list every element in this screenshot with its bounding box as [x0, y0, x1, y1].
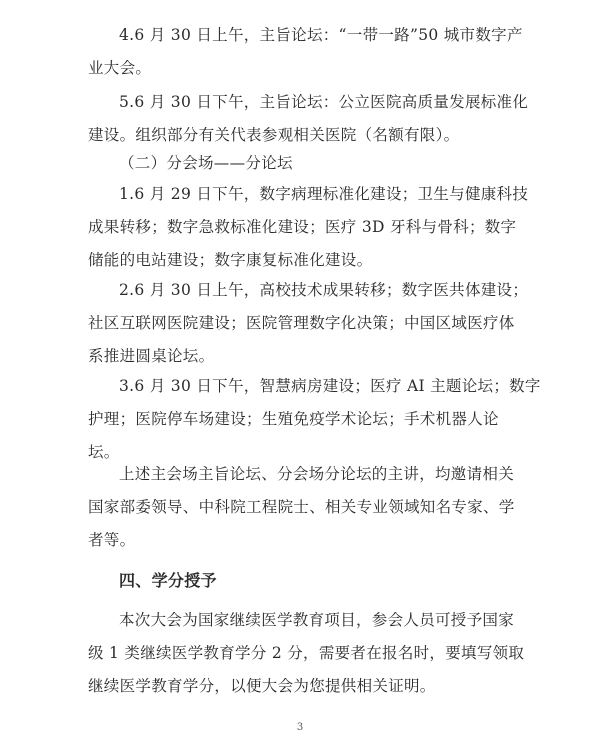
- text-line: 储能的电站建设；数字康复标准化建设。: [88, 251, 373, 269]
- text-line: （二）分会场——分论坛: [119, 154, 293, 172]
- text-line: 1.6 月 29 日下午，数字病理标准化建设；卫生与健康科技: [119, 185, 529, 203]
- text-line: 级 1 类继续医学教育学分 2 分，需要者在报名时，要填写领取: [88, 644, 525, 662]
- text-line: 上述主会场主旨论坛、分会场分论坛的主讲，均邀请相关: [119, 465, 515, 483]
- paragraph-sub-forum-3: [88, 370, 541, 469]
- text-line: 业大会。: [88, 59, 152, 77]
- text-line: 社区互联网医院建设；医院管理数字化决策；中国区域医疗体: [88, 314, 515, 332]
- paragraph-sub-forum-2: [88, 274, 536, 373]
- text-line: 系推进圆桌论坛。: [88, 347, 215, 365]
- text-line: 3.6 月 30 日下午，智慧病房建设；医疗 AI 主题论坛；数字: [119, 377, 541, 395]
- paragraph-speakers: [88, 458, 536, 557]
- text-line: 本次大会为国家继续医学教育项目，参会人员可授予国家: [119, 611, 515, 629]
- text-line: 者等。: [88, 531, 136, 549]
- text-line: 坛。: [88, 443, 120, 461]
- paragraph-sub-forum-1: [88, 178, 536, 277]
- page-number: 3: [296, 722, 304, 733]
- section-heading-credits: [88, 564, 536, 597]
- paragraph-credits: [88, 604, 536, 703]
- text-line: 四、学分授予: [119, 571, 217, 590]
- paragraph-main-forum-4: [88, 19, 536, 85]
- text-line: 护理；医院停车场建设；生殖免疫学术论坛；手术机器人论: [88, 410, 499, 428]
- text-line: 继续医学教育学分，以便大会为您提供相关证明。: [88, 677, 436, 695]
- text-line: 成果转移；数字急救标准化建设；医疗 3D 牙科与骨科；数字: [88, 218, 517, 236]
- subheading-sub-venue: [88, 147, 536, 180]
- text-line: 4.6 月 30 日上午，主旨论坛：“一带一路”50 城市数字产: [119, 26, 523, 44]
- text-line: 国家部委领导、中科院工程院士、相关专业领域知名专家、学: [88, 498, 515, 516]
- paragraph-main-forum-5: [88, 86, 536, 152]
- text-line: 2.6 月 30 日上午，高校技术成果转移；数字医共体建设；: [119, 281, 529, 299]
- text-line: 5.6 月 30 日下午，主旨论坛：公立医院高质量发展标准化: [119, 93, 529, 111]
- text-line: 建设。组织部分有关代表参观相关医院（名额有限）。: [88, 126, 460, 144]
